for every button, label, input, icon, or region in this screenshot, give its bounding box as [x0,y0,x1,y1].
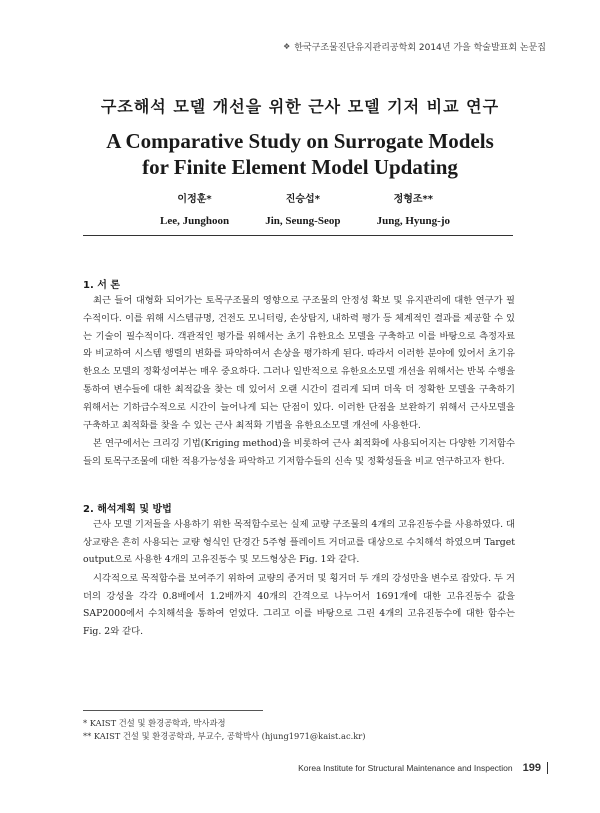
author-korean-name: 진승섭* [285,194,320,205]
section-heading-introduction: 1. 서 론 [83,280,121,291]
author-english-name: Lee, Junghoon [160,215,230,227]
paragraph-method-2: 시각적으로 목적함수를 보여주기 위하여 교량의 종거더 및 횡거더 두 개의 강성만을 변수로 잡았다. 두 거더의 강성을 각각 0.8배에서 1.2배까지 40개의 간격으로 나누어서 1691개에 대한 고유진동수 값을 SAP2000에서 수치해석을 통하여 얻었다. 그리고 이를 바탕으로 그린 4개의 고유진동수에 대한 함수는 Fig. 2와 같다. [83,573,515,637]
section-heading-method: 2. 해석계획 및 방법 [83,504,172,515]
paragraph-intro-1: 최근 들어 대형화 되어가는 토목구조물의 영향으로 구조물의 안정성 확보 및 유지관리에 대한 연구가 필수적이다. 이를 위해 시스템규명, 건전도 모니터링, 손상탐지, 내하력 평가 등 체계적인 결과를 제공할 수 있는 기술이 필수적이다. 객관적인 평가를 위해서는 초기 유한요소 모델을 구축하고 이를 바탕으로 측정자료와 비교하여 시스템 행렬의 변화를 파악하여서 손상을 평가하게 된다. 따라서 이러한 분야에 있어서 초기유한요소 모델의 정확성여부는 매우 중요하다. 그러나 일반적으로 유한요소모델 개선을 위해서는 반복 수행을 통하여 변수들에 대한 최적값을 찾는 데 있어서 오랜 시간이 걸리게 되며 더욱 더 정확한 모델을 구축하기 위해서는 기하급수적으로 시간이 늘어나게 되는 단점이 있다. 이러한 단점을 보완하기 위해서 근사모델을 구축하고 최적화를 찾을 수 있는 근사 최적화 기법을 유한요소모델 개선에 사용한다. [83,295,515,431]
title-korean: 구조해석 모델 개선을 위한 근사 모델 기저 비교 연구 [100,97,500,116]
footnote-divider [83,710,263,711]
author-korean-name: 정형조** [393,194,434,205]
author-3 [377,190,450,227]
title-english-line2: for Finite Element Model Updating [142,155,458,179]
paragraph-intro-2: 본 연구에서는 크리깅 기법(Kriging method)을 비롯하여 근사 최적화에 사용되어지는 다양한 기저함수들의 토목구조물에 대한 적용가능성을 파악하고 기저함수들의 신속 및 정확성들을 비교 연구하고자 한다. [83,438,515,467]
footnote-1: * KAIST 건설 및 환경공학과, 박사과정 [83,718,226,728]
page-number: 199 [523,762,548,774]
title-divider [83,235,513,236]
paragraph-method-1: 근사 모델 기저들을 사용하기 위한 목적함수로는 실제 교량 구조물의 4개의 고유진동수를 사용하였다. 대상교량은 흔히 사용되는 교량 형식인 단경간 5주형 플레이트 거더교를 대상으로 수치해석 하였으며 Target output으로 사용한 4개의 고유진동수 및 모드형상은 Fig. 1와 같다. [83,519,515,566]
header-text: 한국구조물진단유지관리공학회 2014년 가을 학술발표회 논문집 [294,43,546,53]
author-english-name: Jung, Hyung-jo [376,215,450,227]
author-2 [265,190,340,227]
author-list [160,190,450,227]
author-1 [160,190,229,227]
page-footer [298,762,548,774]
title-english-line1: A Comparative Study on Surrogate Models [106,129,494,153]
title-english [0,128,600,180]
author-english-name: Jin, Seung-Seop [265,215,341,227]
footnotes [83,717,483,743]
running-header [283,40,546,53]
footnote-2: ** KAIST 건설 및 환경공학과, 부교수, 공학박사 (hjung1971@kaist.ac.kr) [83,731,366,741]
header-mark-icon: ❖ [283,42,291,51]
footer-organization: Korea Institute for Structural Maintenance and Inspection [298,763,513,773]
author-korean-name: 이정훈* [177,194,212,205]
